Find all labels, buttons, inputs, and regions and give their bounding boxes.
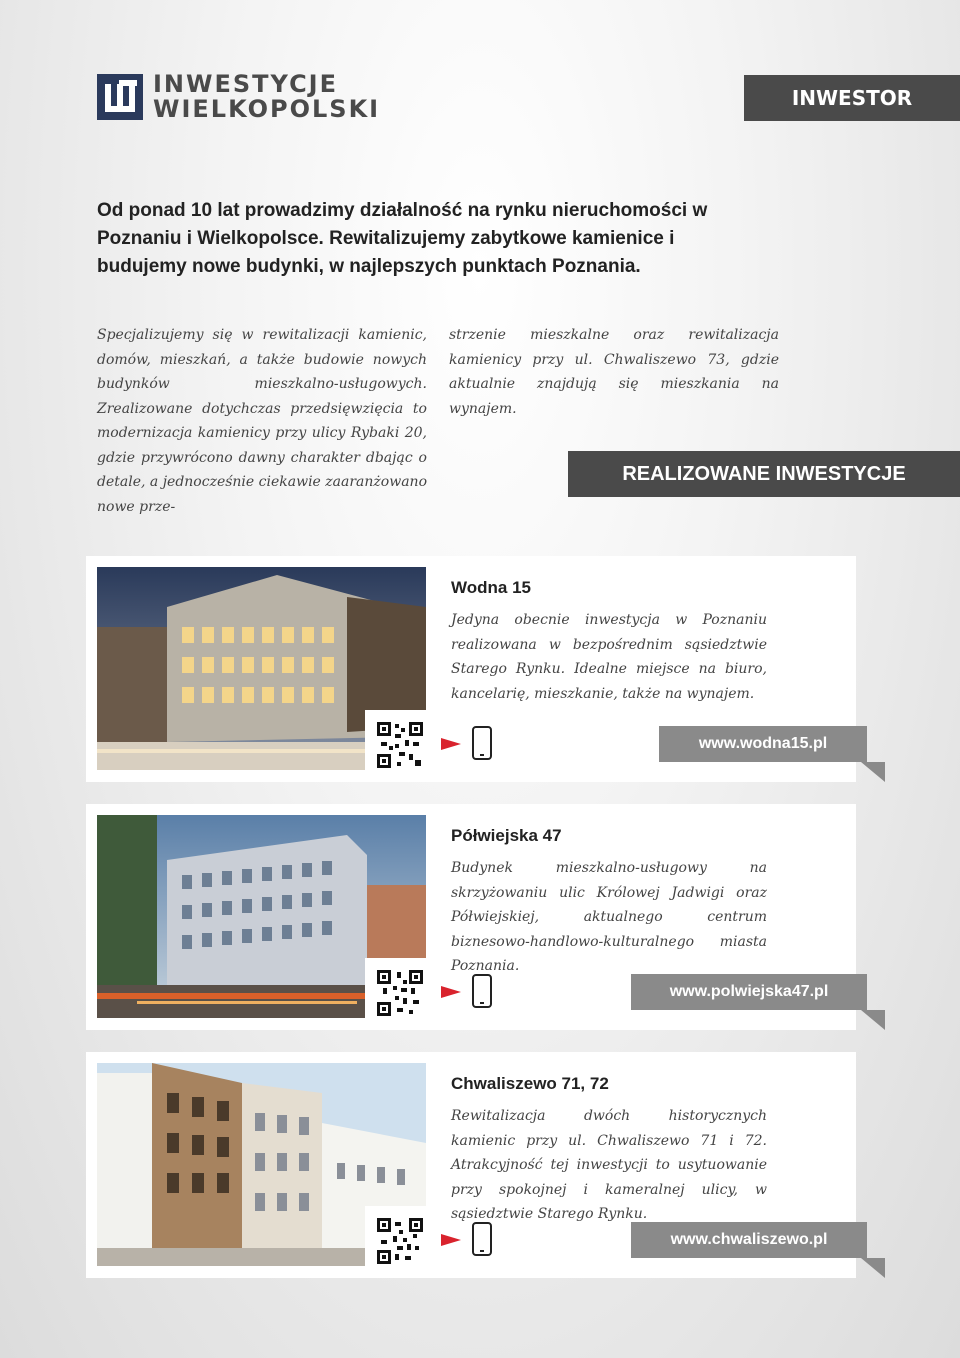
project-card-wodna xyxy=(86,556,856,782)
smartphone-icon xyxy=(472,974,492,1008)
qr-code-wodna[interactable] xyxy=(365,710,429,774)
body-column-1: Specjalizujemy się w rewitalizacji kamienic, domów, mieszkań, a także budowie nowych budynków mieszkalno-usługowych. Zrealizowane dotychczas przedsięwzięcia to modernizacja kamienicy przy ulicy Rybaki 20, gdzie przywrócono dawny charakter dbając o detale, a jednocześnie ciekawie zaaranżowano nowe prze- xyxy=(97,327,427,515)
company-logo xyxy=(97,70,397,124)
project-title: Wodna 15 xyxy=(451,578,531,597)
project-url-link[interactable]: www.wodna15.pl xyxy=(659,726,867,762)
body-column-2: strzenie mieszkalne oraz rewitalizacja kamienicy przy ul. Chwaliszewo 73, gdzie aktualnie znajdują się mieszkania na wynajem. xyxy=(449,327,779,417)
qr-code-chwaliszewo[interactable] xyxy=(365,1206,429,1270)
project-url-link[interactable]: www.chwaliszewo.pl xyxy=(631,1222,867,1258)
investor-tag: INWESTOR xyxy=(744,75,960,121)
project-description: Jedyna obecnie inwestycja w Poznaniu realizowana w bezpośrednim sąsiedztwie Starego Rynku. Idealne miejsce na biuro, kancelarię, mieszkanie, także na wynajem. xyxy=(451,612,767,702)
logo-mark-icon xyxy=(97,74,143,120)
project-description: Budynek mieszkalno-usługowy na skrzyżowaniu ulic Królowej Jadwigi oraz Półwiejskiej, aktualnego centrum biznesowo-handlowo-kulturalnego miasta Poznania. xyxy=(451,860,767,974)
smartphone-icon xyxy=(472,726,492,760)
url-tag-tail xyxy=(861,1258,885,1278)
qr-code-polwiejska[interactable] xyxy=(365,958,429,1022)
arrow-right-icon xyxy=(441,1234,461,1246)
intro-text: Od ponad 10 lat prowadzimy działalność na rynku nieruchomości w Poznaniu i Wielkopolsce. Rewitalizujemy zabytkowe kamienice i budujemy nowe budynki, w najlepszych punktach Poznania. xyxy=(97,200,708,277)
arrow-right-icon xyxy=(441,738,461,750)
arrow-right-icon xyxy=(441,986,461,998)
url-tag-tail xyxy=(861,762,885,782)
logo-line1: INWESTYCJE xyxy=(153,70,338,98)
logo-line2: WIELKOPOLSKI xyxy=(153,95,381,123)
project-card-chwaliszewo xyxy=(86,1052,856,1278)
project-description: Rewitalizacja dwóch historycznych kamienic przy ul. Chwaliszewo 71 i 72. Atrakcyjność tej inwestycji to usytuowanie przy spokojnej i kameralnej ulicy, w sąsiedztwie Starego Rynku. xyxy=(451,1108,767,1222)
project-card-polwiejska xyxy=(86,804,856,1030)
section-tag-investments: REALIZOWANE INWESTYCJE xyxy=(568,451,960,497)
project-title: Półwiejska 47 xyxy=(451,826,562,845)
logo-wordmark xyxy=(153,72,380,122)
url-tag-tail xyxy=(861,1010,885,1030)
smartphone-icon xyxy=(472,1222,492,1256)
project-url-link[interactable]: www.polwiejska47.pl xyxy=(631,974,867,1010)
project-title: Chwaliszewo 71, 72 xyxy=(451,1074,609,1093)
